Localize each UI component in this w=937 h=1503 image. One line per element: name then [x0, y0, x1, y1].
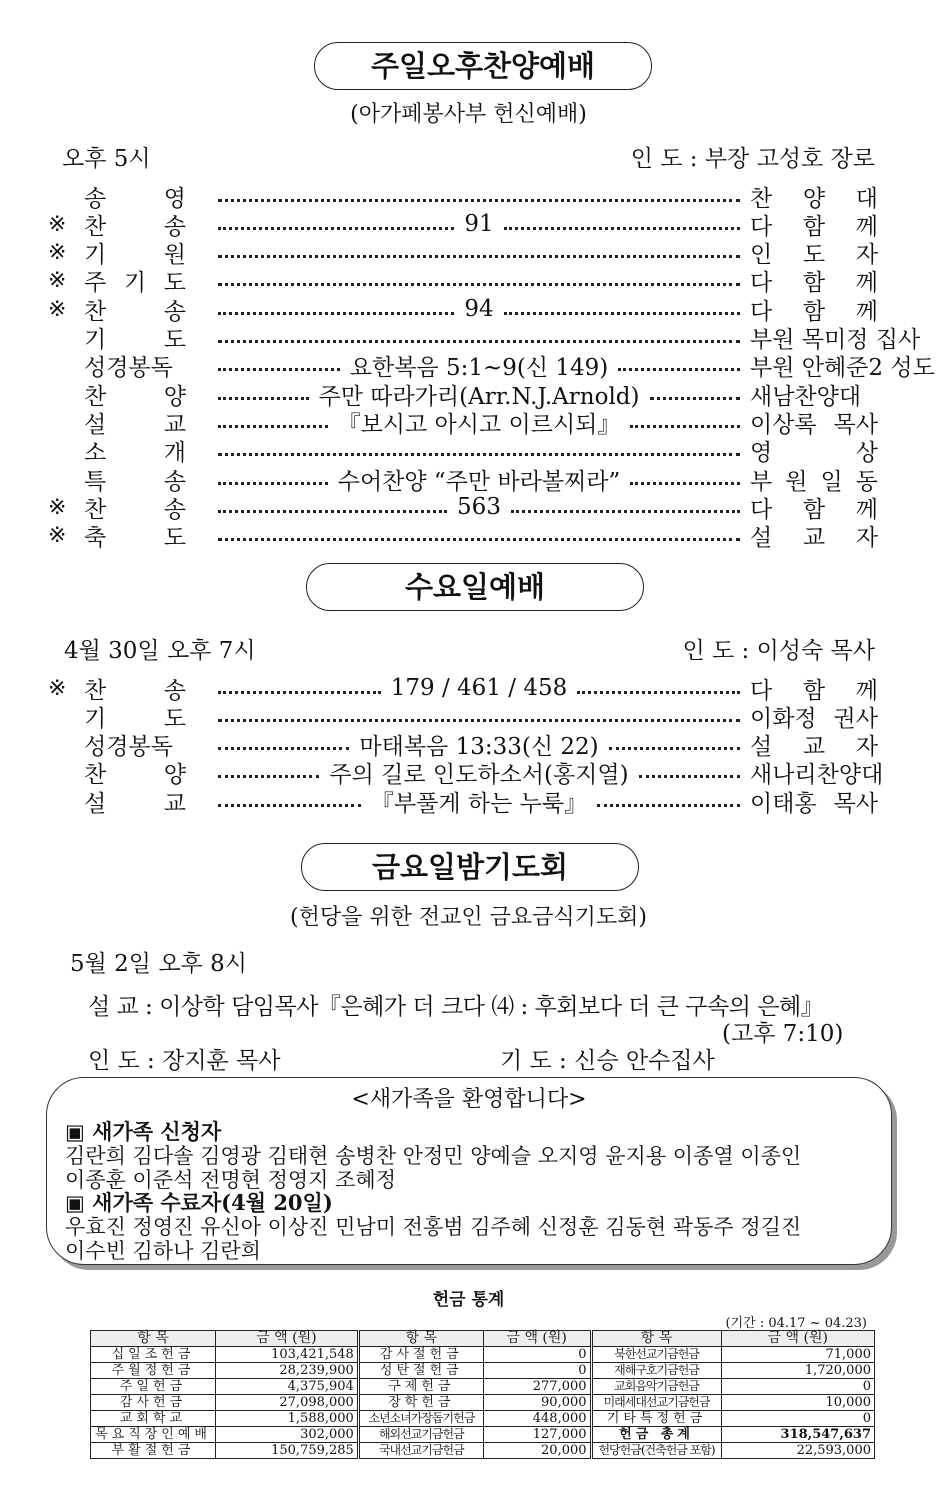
- program-row: [48, 787, 878, 815]
- offering-item: 헌금 총계: [591, 1427, 721, 1443]
- header-item: 항 목: [91, 1331, 216, 1347]
- stand-mark: ※: [48, 523, 67, 549]
- program-label: 찬 송: [84, 496, 186, 523]
- offering-period: (기간 : 04.17 ~ 04.23): [725, 1316, 867, 1331]
- friday-leader: 인 도 : 장지훈 목사: [88, 1048, 281, 1074]
- dot-leader: [218, 406, 740, 439]
- program-label: 성경봉독: [84, 355, 173, 382]
- program-row: [48, 239, 878, 267]
- dot-leader: [218, 675, 740, 701]
- dot-leader: [218, 785, 740, 818]
- program-person: 다 함 께: [750, 213, 878, 240]
- offering-amount: 1,588,000: [216, 1411, 359, 1427]
- offering-item: 부활절헌금: [91, 1443, 216, 1459]
- program-content: 주만 따라가리(Arr.N.J.Arnold): [318, 383, 640, 410]
- offering-item: 미래세대선교기금헌금: [591, 1395, 721, 1411]
- graduates-line: 우효진 정영진 유신아 이상진 민남미 전홍범 김주혜 신정훈 김동현 곽동주 정길진: [65, 1215, 802, 1239]
- program-person: 인 도 자: [750, 242, 878, 269]
- offering-amount: 1,720,000: [721, 1363, 874, 1379]
- new-family-title: <새가족을 환영합니다>: [351, 1087, 587, 1112]
- offering-amount: 4,375,904: [216, 1379, 359, 1395]
- offering-amount: 90,000: [483, 1395, 591, 1411]
- applicants-label: ▣ 새가족 신청자: [65, 1119, 222, 1144]
- program-row: [48, 324, 921, 353]
- program-label: 축 도: [84, 525, 186, 552]
- graduates-line: 이수빈 김하나 김란희: [65, 1239, 261, 1263]
- table-row: [91, 1347, 875, 1363]
- table-row: [91, 1395, 875, 1411]
- header-item: 항 목: [358, 1331, 483, 1347]
- program-label: 주 기 도: [84, 270, 186, 297]
- program-row: [48, 380, 878, 408]
- friday-subtitle: (헌당을 위한 전교인 금요금식기도회): [290, 905, 647, 930]
- program-label: 찬 양: [84, 383, 186, 410]
- offering-item: 소년소녀가장돕기헌금: [358, 1411, 483, 1427]
- offering-item: 십일조헌금: [91, 1347, 216, 1363]
- program-label: 기 도: [84, 327, 186, 353]
- program-person: 부원 목미정 집사: [750, 327, 921, 353]
- dot-leader: [218, 530, 740, 541]
- stand-mark: ※: [48, 296, 67, 322]
- wednesday-leader: 인 도 : 이성숙 목사: [682, 638, 875, 664]
- program-person: 이상록 목사: [750, 411, 878, 438]
- table-row: [91, 1363, 875, 1379]
- table-row: [91, 1411, 875, 1427]
- program-content: 수어찬양 “주만 바라볼찌라”: [337, 468, 621, 495]
- offering-amount: 27,098,000: [216, 1395, 359, 1411]
- offering-item: 기타특정헌금: [591, 1411, 721, 1427]
- program-row: [48, 210, 878, 238]
- offering-amount: 10,000: [721, 1395, 874, 1411]
- dot-leader: [218, 445, 740, 456]
- program-row: [48, 465, 878, 493]
- program-person: 다 함 께: [750, 270, 878, 297]
- offering-item: 감사절헌금: [358, 1347, 483, 1363]
- program-row: [48, 674, 878, 702]
- program-label: 설 교: [84, 790, 186, 817]
- program-content: 94: [464, 296, 494, 323]
- program-content: 마태복음 13:33(신 22): [359, 734, 599, 761]
- offering-item: 목요직장인예배: [91, 1427, 216, 1443]
- program-row: [48, 493, 878, 521]
- program-row: [48, 408, 878, 436]
- offering-item: 감사헌금: [91, 1395, 216, 1411]
- program-label: 기 도: [84, 705, 186, 732]
- program-person: 영 상: [750, 440, 878, 467]
- table-row: [91, 1443, 875, 1459]
- friday-sermon: 설 교 : 이상학 담임목사『은혜가 더 크다 ⑷ : 후회보다 더 큰 구속의 은혜』: [88, 994, 824, 1020]
- wednesday-title: 수요일예배: [306, 563, 644, 611]
- stand-mark: ※: [48, 675, 67, 701]
- offering-amount: 127,000: [483, 1427, 591, 1443]
- program-content: 『부풀게 하는 누룩』: [370, 790, 588, 817]
- program-person: 설 교 자: [750, 734, 878, 761]
- program-row: [48, 267, 878, 295]
- program-content: 563: [457, 494, 501, 521]
- graduates-label: ▣ 새가족 수료자(4월 20일): [65, 1190, 333, 1215]
- offering-amount: 22,593,000: [721, 1443, 874, 1459]
- program-label: 찬 송: [84, 677, 186, 704]
- program-person: 다 함 께: [750, 496, 878, 523]
- program-person: 이태홍 목사: [750, 790, 878, 817]
- program-row: [48, 759, 884, 789]
- offering-item: 주일헌금: [91, 1379, 216, 1395]
- header-amount: 금 액 (원): [216, 1331, 359, 1347]
- offering-amount: 71,000: [721, 1347, 874, 1363]
- offering-amount: 0: [721, 1411, 874, 1427]
- program-row: [48, 437, 878, 465]
- offering-amount: 0: [483, 1363, 591, 1379]
- offering-item: 국내선교기금헌금: [358, 1443, 483, 1459]
- offering-item: 장학헌금: [358, 1395, 483, 1411]
- program-label: 찬 양: [84, 762, 186, 789]
- offering-title: 헌금 통계: [432, 1290, 505, 1310]
- header-amount: 금 액 (원): [721, 1331, 874, 1347]
- program-person: 이화정 권사: [750, 705, 878, 732]
- dot-leader: [218, 247, 740, 258]
- offering-item: 북한선교기금헌금: [591, 1347, 721, 1363]
- program-label: 송 영: [84, 185, 186, 212]
- program-content: 179 / 461 / 458: [390, 675, 568, 701]
- program-row: [48, 522, 878, 550]
- offering-amount: 302,000: [216, 1427, 359, 1443]
- program-person: 다 함 께: [750, 677, 878, 704]
- stand-mark: ※: [48, 240, 67, 266]
- dot-leader: [218, 711, 740, 722]
- applicants-line: 이종훈 이준석 전명현 정영지 조혜정: [65, 1168, 396, 1192]
- offering-item: 성탄절헌금: [358, 1363, 483, 1379]
- program-label: 특 송: [84, 468, 186, 495]
- sunday-time: 오후 5시: [62, 146, 151, 172]
- program-person: 부 원 일 동: [750, 468, 878, 495]
- offering-item: 재해구호기금헌금: [591, 1363, 721, 1379]
- offering-amount: 318,547,637: [721, 1427, 874, 1443]
- sunday-subtitle: (아가페봉사부 헌신예배): [350, 102, 587, 127]
- offering-amount: 0: [721, 1379, 874, 1395]
- new-family-box: [46, 1077, 892, 1265]
- header-item: 항 목: [591, 1331, 721, 1347]
- table-header: [91, 1331, 875, 1347]
- offering-item: 교회학교: [91, 1411, 216, 1427]
- stand-mark: ※: [48, 494, 67, 520]
- offering-amount: 20,000: [483, 1443, 591, 1459]
- sunday-title: 주일오후찬양예배: [314, 42, 652, 90]
- dot-leader: [218, 191, 740, 202]
- program-row: [48, 702, 878, 730]
- program-person: 부원 안혜준2 성도: [750, 355, 935, 382]
- dot-leader: [218, 463, 740, 496]
- offering-item: 교회음악기금헌금: [591, 1379, 721, 1395]
- program-row: [48, 731, 878, 759]
- program-person: 새남찬양대: [750, 383, 862, 410]
- offering-amount: 277,000: [483, 1379, 591, 1395]
- offering-item: 헌당헌금(건축헌금 포함): [591, 1443, 721, 1459]
- offering-item: 구제헌금: [358, 1379, 483, 1395]
- friday-prayer: 기 도 : 신승 안수집사: [500, 1048, 715, 1074]
- offering-item: 해외선교기금헌금: [358, 1427, 483, 1443]
- program-row: [48, 295, 878, 323]
- offering-amount: 103,421,548: [216, 1347, 359, 1363]
- stand-mark: ※: [48, 268, 67, 294]
- offering-amount: 28,239,900: [216, 1363, 359, 1379]
- program-label: 찬 송: [84, 298, 186, 325]
- dot-leader: [218, 275, 740, 286]
- program-row: [48, 352, 935, 382]
- offering-table: [90, 1330, 875, 1459]
- table-row: [91, 1379, 875, 1395]
- program-label: 찬 송: [84, 213, 186, 240]
- program-content: 주의 길로 인도하소서(홍지열): [329, 762, 629, 789]
- program-label: 소 개: [84, 440, 186, 467]
- program-row: [48, 182, 878, 210]
- program-label: 설 교: [84, 411, 186, 438]
- applicants-line: 김란희 김다솔 김영광 김태현 송병찬 안정민 양예슬 오지영 윤지용 이종열 이종인: [65, 1144, 802, 1168]
- offering-amount: 448,000: [483, 1411, 591, 1427]
- program-content: 91: [464, 211, 494, 238]
- header-amount: 금 액 (원): [483, 1331, 591, 1347]
- offering-amount: 150,759,285: [216, 1443, 359, 1459]
- dot-leader: [218, 296, 740, 322]
- dot-leader: [218, 332, 740, 343]
- friday-time: 5월 2일 오후 8시: [70, 951, 247, 977]
- friday-title: 금요일밤기도회: [301, 843, 639, 891]
- dot-leader: [218, 494, 740, 520]
- program-label: 기 원: [84, 242, 186, 269]
- wednesday-time: 4월 30일 오후 7시: [64, 638, 256, 664]
- program-person: 다 함 께: [750, 298, 878, 325]
- offering-item: 주월정헌금: [91, 1363, 216, 1379]
- program-person: 설 교 자: [750, 525, 878, 552]
- program-person: 새나리찬양대: [750, 762, 884, 789]
- program-label: 성경봉독: [84, 734, 173, 761]
- program-content: 『보시고 아시고 이르시되』: [337, 411, 621, 438]
- table-row: [91, 1427, 875, 1443]
- sunday-leader: 인 도 : 부장 고성호 장로: [630, 146, 875, 172]
- stand-mark: ※: [48, 211, 67, 237]
- program-content: 요한복음 5:1~9(신 149): [349, 355, 609, 382]
- offering-amount: 0: [483, 1347, 591, 1363]
- friday-scripture: (고후 7:10): [722, 1021, 844, 1047]
- dot-leader: [218, 211, 740, 237]
- program-person: 찬 양 대: [750, 185, 878, 212]
